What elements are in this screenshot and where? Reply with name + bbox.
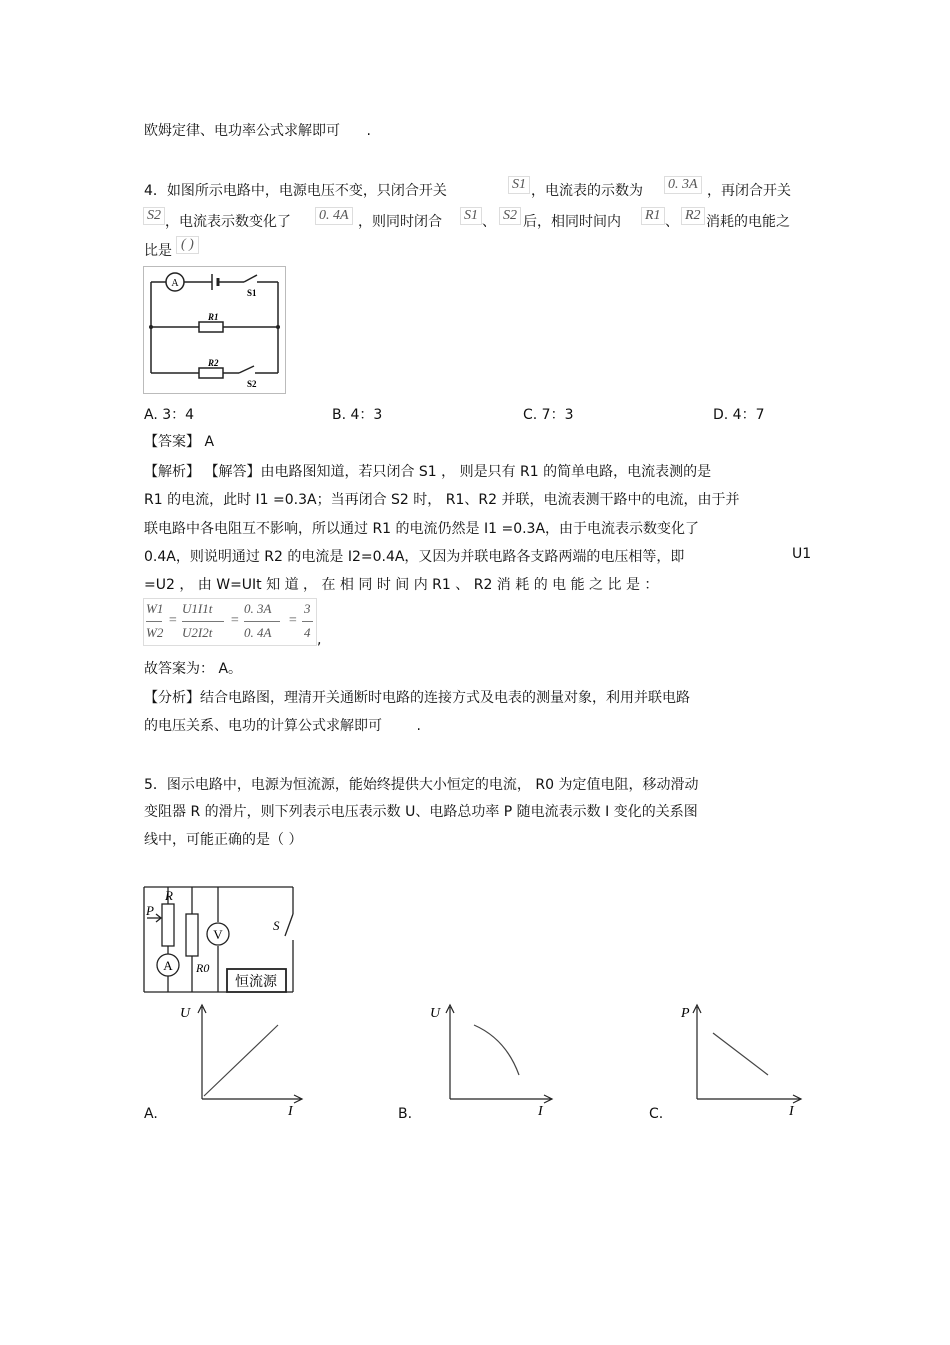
q4-circuit-svg xyxy=(144,267,285,393)
eq-d2: 0. 4A xyxy=(244,625,272,640)
q4-sym-s2b: S2 xyxy=(499,207,521,225)
q5-graph-c[interactable] xyxy=(677,1003,805,1117)
r1-label: R1 xyxy=(208,312,219,322)
voltmeter-label: V xyxy=(213,927,223,942)
q4-val2: 0. 4A xyxy=(315,207,353,225)
q4-sym-r1: R1 xyxy=(641,207,665,225)
graph-c-xlabel: I xyxy=(789,1104,794,1117)
q5-stem-line2: 变阻器 R 的滑片，则下列表示电压表示数 U、电路总功率 P 随电流表示数 I 变化的关系图 xyxy=(144,804,698,820)
q4-circuit-diagram xyxy=(143,266,286,394)
eq-comma: , xyxy=(317,632,322,648)
ammeter-label: A xyxy=(171,278,179,289)
q5-circuit-diagram xyxy=(143,884,296,996)
q5-option-a-label[interactable]: A. xyxy=(144,1106,158,1122)
q4-fenxi-line2 xyxy=(144,715,421,735)
q5-stem-line1: 5．图示电路中，电源为恒流源，能始终提供大小恒定的电流， R0 为定值电阻，移动滑动 xyxy=(144,777,699,793)
q4-conclusion: 故答案为： A。 xyxy=(144,661,243,677)
q4-option-a[interactable]: A. 3：4 xyxy=(144,407,195,423)
q5-p-label: P xyxy=(146,903,154,918)
q5-graph-b-svg xyxy=(428,1003,556,1117)
q5-graph-c-svg xyxy=(677,1003,805,1117)
q4-sep2: 、 xyxy=(665,214,679,230)
q5-stem-line3: 线中，可能正确的是（ ） xyxy=(144,832,303,848)
eq-n2: 0. 3A xyxy=(244,601,272,616)
eq-equals3: = xyxy=(288,613,298,628)
q5-graph-a[interactable] xyxy=(176,1003,306,1117)
graph-a-ylabel: U xyxy=(180,1006,191,1021)
r2-label: R2 xyxy=(208,358,219,368)
q4-option-b[interactable]: B. 4：3 xyxy=(332,407,383,423)
q4-sym-s1: S1 xyxy=(508,176,530,194)
q5-circuit-svg xyxy=(143,884,296,996)
eq-equals2: = xyxy=(230,613,240,628)
q4-option-d[interactable]: D. 4：7 xyxy=(713,407,765,423)
eq-equals1: = xyxy=(168,613,178,628)
q5-option-b-label[interactable]: B. xyxy=(398,1106,413,1122)
q5-option-c-label[interactable]: C. xyxy=(649,1106,664,1122)
q4-text-l1b: ，电流表的示数为 xyxy=(531,183,643,199)
q4-answer: 【答案】 A xyxy=(144,434,215,450)
q4-text-l2a: ，电流表示数变化了 xyxy=(165,214,291,230)
eq-n1: U1I1t xyxy=(182,601,213,616)
eq-bar4 xyxy=(302,621,313,622)
s1-label: S1 xyxy=(247,288,257,298)
q4-analysis-line5: =U2 ， 由 W=UIt 知 道 ， 在 相 同 时 间 内 R1 、 R2 消 耗 的 电 能 之 比 是 ： xyxy=(144,577,659,593)
q5-graph-b[interactable] xyxy=(428,1003,556,1117)
s2-label: S2 xyxy=(247,379,257,389)
q5-graph-a-svg xyxy=(176,1003,306,1117)
q4-text-l2b: ，则同时闭合 xyxy=(358,214,442,230)
graph-a-xlabel: I xyxy=(288,1104,293,1117)
graph-b-xlabel: I xyxy=(538,1104,543,1117)
q4-text-l3a: 比是 xyxy=(144,243,172,259)
q4-sym-s1b: S1 xyxy=(460,207,482,225)
prev-answer-tail xyxy=(144,120,371,140)
eq-d3: 4 xyxy=(304,625,311,640)
eq-n3: 3 xyxy=(304,601,311,616)
eq-bar3 xyxy=(244,621,280,622)
q4-paren: ( ) xyxy=(176,236,199,254)
q4-text-l2c: 后，相同时间内 xyxy=(523,214,621,230)
q5-s-label: S xyxy=(273,918,280,933)
q4-text-l1c: ，再闭合开关 xyxy=(707,183,791,199)
q4-sym-r2: R2 xyxy=(681,207,705,225)
q4-analysis-line2: R1 的电流，此时 I1 =0.3A；当再闭合 S2 时， R1、R2 并联，电流表测干路中的电流，由于并 xyxy=(144,492,740,508)
q4-fenxi-dot: . xyxy=(416,718,421,734)
eq-w2: W2 xyxy=(146,625,164,640)
q4-analysis-line3: 联电路中各电阻互不影响，所以通过 R1 的电流仍然是 I1 =0.3A，由于电流表示数变化了 xyxy=(144,521,700,537)
q4-val1: 0. 3A xyxy=(664,176,702,194)
q4-option-c[interactable]: C. 7：3 xyxy=(523,407,574,423)
graph-c-ylabel: P xyxy=(681,1006,690,1021)
q4-fenxi-line1: 【分析】结合电路图，理清开关通断时电路的连接方式及电表的测量对象，利用并联电路 xyxy=(144,690,690,706)
q5-r0-label: R0 xyxy=(196,961,210,975)
graph-b-ylabel: U xyxy=(430,1006,441,1021)
q4-energy-ratio-equation xyxy=(143,598,317,646)
q4-text-l2d: 消耗的电能之 xyxy=(706,214,790,230)
q4-analysis-line4: 0.4A，则说明通过 R2 的电流是 I2=0.4A，又因为并联电路各支路两端的电压相等，即 xyxy=(144,549,685,565)
prev-tail-text: 欧姆定律、电功率公式求解即可 xyxy=(144,123,340,139)
eq-bar1 xyxy=(146,621,162,622)
q5-ammeter-label: A xyxy=(163,958,173,973)
q4-analysis-line1: 【解析】 【解答】由电路图知道，若只闭合 S1 ， 则是只有 R1 的简单电路，电流表测的是 xyxy=(144,464,712,480)
q4-text: 4．如图所示电路中，电源电压不变，只闭合开关 xyxy=(144,183,447,199)
q5-r-label: R xyxy=(165,888,173,903)
q4-stem-line1 xyxy=(144,180,447,200)
q4-sym-s2: S2 xyxy=(143,207,165,225)
eq-bar2 xyxy=(182,621,224,622)
constant-current-source-label: 恒流源 xyxy=(235,974,277,990)
q4-analysis-line4-right: U1 xyxy=(792,546,812,562)
q4-fenxi-line2-text: 的电压关系、电功的计算公式求解即可 xyxy=(144,718,382,734)
eq-d1: U2I2t xyxy=(182,625,213,640)
prev-tail-dot: . xyxy=(366,123,371,139)
q4-sep1: 、 xyxy=(482,214,496,230)
eq-w1: W1 xyxy=(146,601,164,616)
